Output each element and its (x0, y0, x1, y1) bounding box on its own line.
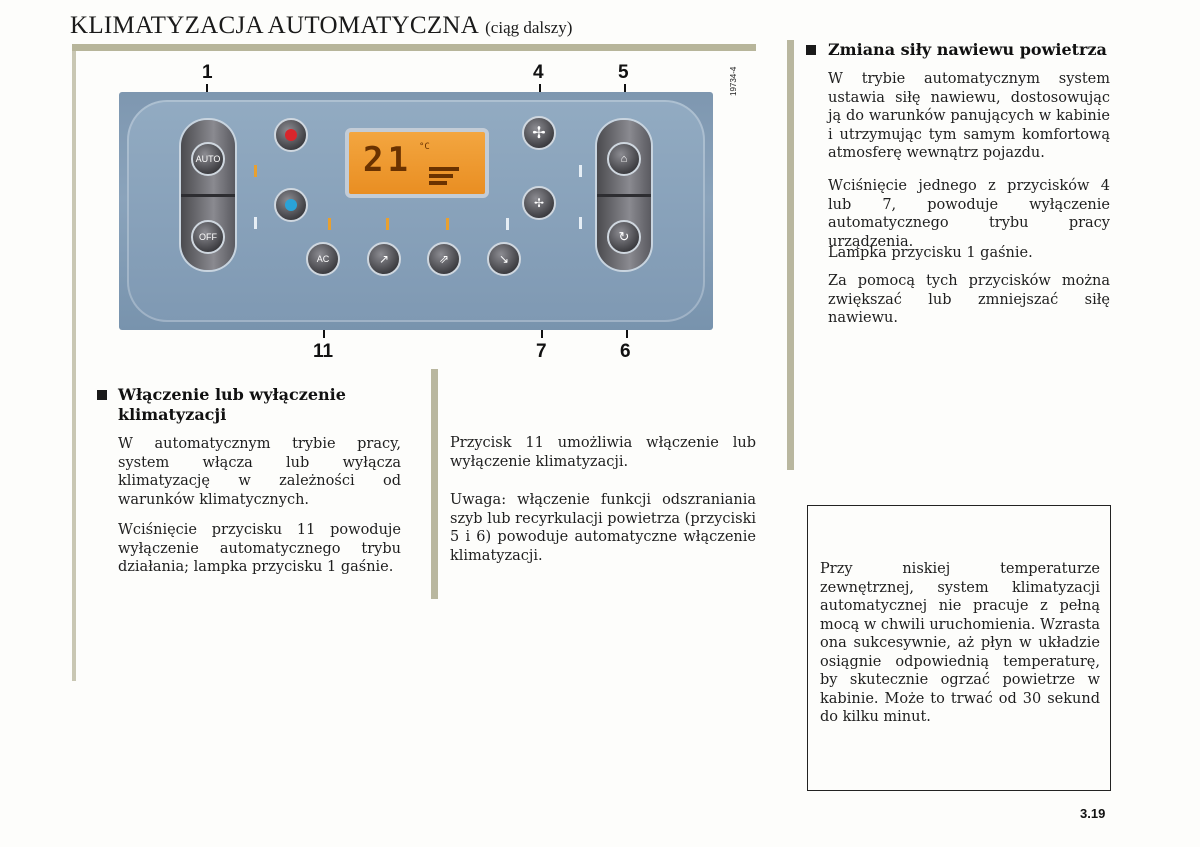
ac-button[interactable]: AC (306, 242, 340, 276)
right-paragraph-4: Za pomocą tych przycisków można zwiększać lub zmniejszać siłę nawiewu. (828, 273, 1110, 326)
section-heading-airflow: Zmiana siły nawiewu powietrza (828, 40, 1107, 59)
defrost-button[interactable] (607, 142, 641, 176)
note-text: Przy niskiej temperaturze zewnętrznej, system klimatyzacji automatycznej nie pracuje z pełną mocą w chwili uruchomienia. Wzrasta ona sukcesywnie, aż płyn w układzie osiągnie odpowiednią temperaturę, by skutecznie ogrzać powietrze w kabinie. Może to trwać od 30 sekund do kilku minut. (820, 561, 1100, 725)
airflow-down-icon: ↘ (498, 252, 510, 266)
left-button-pill (181, 120, 235, 270)
title-rule (72, 44, 756, 51)
fan-small-icon: ✢ (533, 196, 545, 210)
auto-led (254, 165, 257, 177)
fan-icon: ✢ (532, 125, 546, 142)
auto-button[interactable]: AUTO (191, 142, 225, 176)
column-rule-left (72, 51, 76, 681)
middle-paragraph-1: Przycisk 11 umożliwia włączenie lub wyłączenie klimatyzacji. (450, 435, 756, 470)
red-dot-icon (285, 129, 297, 141)
blue-dot-icon (285, 199, 297, 211)
fan-led-lower (579, 217, 582, 229)
airflow-up-icon: ↗ (378, 252, 390, 266)
mode-led-2 (446, 218, 449, 230)
right-paragraph-2: Wciśnięcie jednego z przycisków 4 lub 7, powoduje wyłączenie automatycznego trybu pracy urządzenia. (828, 178, 1110, 250)
recirculation-icon: ↻ (618, 229, 630, 244)
airflow-face-button[interactable] (487, 242, 521, 276)
callout-11: 11 (313, 341, 334, 362)
temperature-display (345, 128, 489, 198)
right-button-pill (597, 120, 651, 270)
section-bullet (97, 390, 107, 400)
airflow-center-icon: ⇗ (438, 252, 450, 266)
temp-down-button[interactable] (274, 188, 308, 222)
display-unit: °C (419, 142, 430, 152)
fan-up-button[interactable] (522, 116, 556, 150)
callout-5: 5 (618, 62, 629, 83)
off-led (254, 217, 257, 229)
ac-led (328, 218, 331, 230)
fan-level-bars (429, 167, 459, 188)
temp-up-button[interactable] (274, 118, 308, 152)
column-rule-middle (431, 369, 438, 599)
airflow-feet-button[interactable] (427, 242, 461, 276)
page-title (70, 12, 572, 40)
section-heading-climate: Włączenie lub wyłączenie klimatyzacji (118, 385, 346, 424)
middle-paragraph-2: Uwaga: włączenie funkcji odszraniania szyb lub recyrkulacji powietrza (przyciski 5 i 6) powoduje automatyczne włączenie klimatyzacji. (450, 492, 756, 564)
recirculation-button[interactable] (607, 220, 641, 254)
page-number: 3.19 (1080, 806, 1106, 821)
airflow-windshield-button[interactable] (367, 242, 401, 276)
column-rule-right (787, 40, 794, 470)
callout-7: 7 (536, 341, 547, 362)
mode-led-3 (506, 218, 509, 230)
callout-6: 6 (620, 341, 631, 362)
climate-control-panel (119, 92, 713, 330)
right-paragraph-1: W trybie automatycznym system ustawia siłę nawiewu, dostosowując ją do warunków panujących w kabinie i utrzymując tym samym komfortową atmosferę wewnątrz pojazdu. (828, 71, 1110, 161)
left-paragraph-1: W automatycznym trybie pracy, system włącza lub wyłącza klimatyzację w zależności od warunków klimatycznych. (118, 436, 401, 508)
callout-1: 1 (202, 62, 213, 83)
fan-down-button[interactable] (522, 186, 556, 220)
defrost-icon: ⌂ (620, 153, 628, 165)
mode-led-1 (386, 218, 389, 230)
note-box (807, 505, 1111, 791)
page-title-main: KLIMATYZACJA AUTOMATYCZNA (70, 12, 480, 39)
section-bullet (806, 45, 816, 55)
display-temperature: 21 (363, 140, 412, 180)
fan-led-upper (579, 165, 582, 177)
callout-4: 4 (533, 62, 544, 83)
left-paragraph-2: Wciśnięcie przycisku 11 powoduje wyłączenie automatycznego trybu działania; lampka przycisku 1 gaśnie. (118, 522, 401, 575)
right-paragraph-3: Lampka przycisku 1 gaśnie. (828, 245, 1033, 261)
off-button[interactable]: OFF (191, 220, 225, 254)
figure-code: 19734-4 (729, 66, 738, 96)
page-title-subtitle: (ciąg dalszy) (485, 18, 573, 37)
